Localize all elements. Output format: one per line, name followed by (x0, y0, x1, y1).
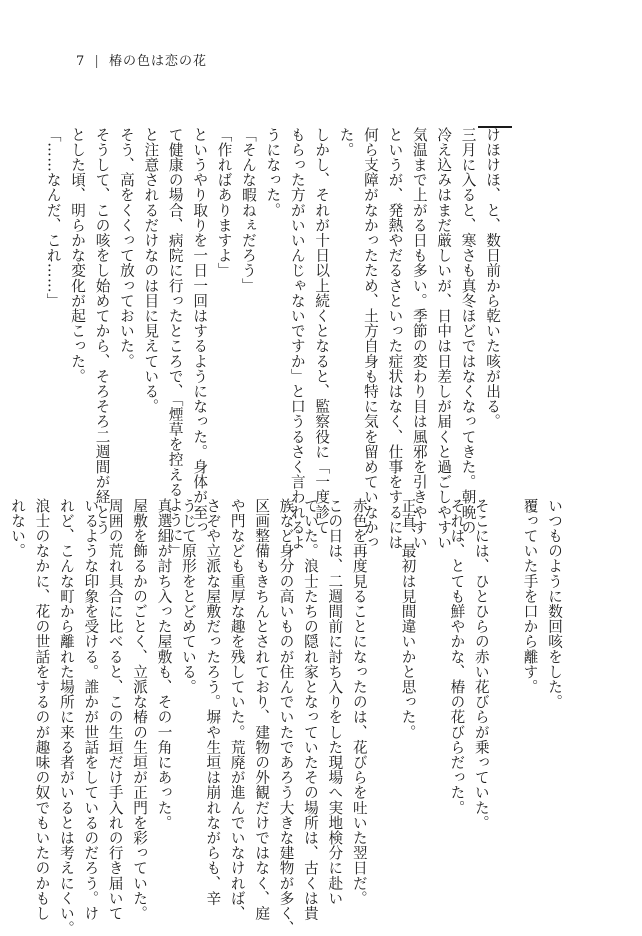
text-line: れど、こんな町から離れた場所に来る者がいるとは考えにくい。 (57, 498, 75, 936)
lower-text-block (9, 498, 566, 936)
text-line: もらった方がいいんじゃないですか」と口うるさく言われるよ (288, 127, 306, 550)
text-line: 浪士のなかに、花の世話をするのが趣味の奴でもいたのかもし (33, 498, 51, 921)
text-line: 気温まで上がる日も多い。季節の変わり目は風邪を引きやすい (410, 127, 428, 550)
text-line: というが、発熱やだるさといった症状はなく、仕事をするには (386, 127, 404, 550)
text-line: 何ら支障がなかったため、土方自身も特に気を留めていなかっ (361, 127, 379, 550)
text-line: 正直、最初は見間違いかと思った。 (399, 498, 417, 740)
text-line (493, 498, 517, 850)
text-line: けほけほ、と、数日前から乾いた咳が出る。 (484, 127, 501, 429)
text-line: 真選組が討ち入った屋敷も、その一角にあった。 (155, 498, 173, 831)
text-line: さぞや立派な屋敷だったろう。塀や生垣は崩れながらも、辛 (204, 498, 222, 906)
text-line (420, 498, 444, 850)
text-line: いつものように数回咳をした。 (546, 498, 563, 710)
text-line: 周囲の荒れ具合に比べると、この生垣だけ手入れの行き届いて (106, 498, 124, 921)
text-line: というやり取りを一日一回はするようになった。身体が至っ (191, 127, 209, 535)
text-line: と注意されるだけなのは目に見えている。 (142, 127, 160, 414)
text-line: いるような印象を受ける。誰かが世話をしているのだろう。け (82, 498, 100, 921)
text-line: や門なども重厚な趣を残していた。荒廃が進んでいなければ、 (228, 498, 246, 921)
text-line: そこには、ひとひらの赤い花びらが乗っていた。 (472, 498, 490, 831)
text-line: しかし、それが十日以上続くとなると、監察役に「一度診て (313, 127, 331, 535)
text-line: 族など身分の高いものが住んでいたであろう大きな建物が多く、 (277, 498, 295, 936)
text-line: 覆っていた手を口から離す。 (521, 498, 539, 695)
text-line: とした頃、明らかな変化が起こった。 (69, 127, 87, 384)
text-line: それは、とても鮮やかな、椿の花びらだった。 (448, 498, 466, 816)
running-header (76, 50, 207, 69)
header-separator: | (94, 54, 100, 69)
text-line: この日は、二週間前に討ち入りをした現場へ実地検分に赴い (326, 498, 344, 906)
text-line: 三月に入ると、寒さも真冬ほどではなくなってきた。朝晩の (459, 127, 477, 535)
text-line: 区画整備もきちんとされており、建物の外観だけではなく、庭 (253, 498, 271, 921)
text-line: 「そんな暇ねぇだろう」 (239, 127, 257, 294)
text-line: 「……なんだ、これ……」 (44, 127, 62, 309)
text-line: うになった。 (264, 127, 282, 218)
text-line (371, 498, 395, 850)
book-title: 椿の色は恋の花 (108, 54, 207, 69)
text-line: 赤色を再度見ることになったのは、花びらを吐いた翌日だ。 (350, 498, 368, 906)
upper-text-block (44, 127, 504, 558)
page-number: 7 (76, 54, 86, 69)
text-line: 屋敷を飾るかのごとく、立派な椿の生垣が正門を彩っていた。 (131, 498, 149, 921)
text-line: 「作ればありますよ」 (215, 127, 233, 278)
text-line: そう、高をくくって放っておいた。 (117, 127, 135, 369)
text-line: た。 (337, 127, 355, 158)
text-line: て健康の場合、病院に行ったところで、「煙草を控えるように」 (166, 127, 184, 558)
text-line: 冷え込みはまだ厳しいが、日中は日差しが届くと過ごしやすい (435, 127, 453, 550)
text-line: れない。 (9, 498, 27, 559)
text-line: そうして、この咳をし始めてから、そろそろ二週間が経とう (93, 127, 111, 535)
text-line: ていた。浪士たちの隠れ家となっていたその場所は、古くは貴 (301, 498, 319, 921)
text-line: うじて原形をとどめている。 (179, 498, 197, 695)
